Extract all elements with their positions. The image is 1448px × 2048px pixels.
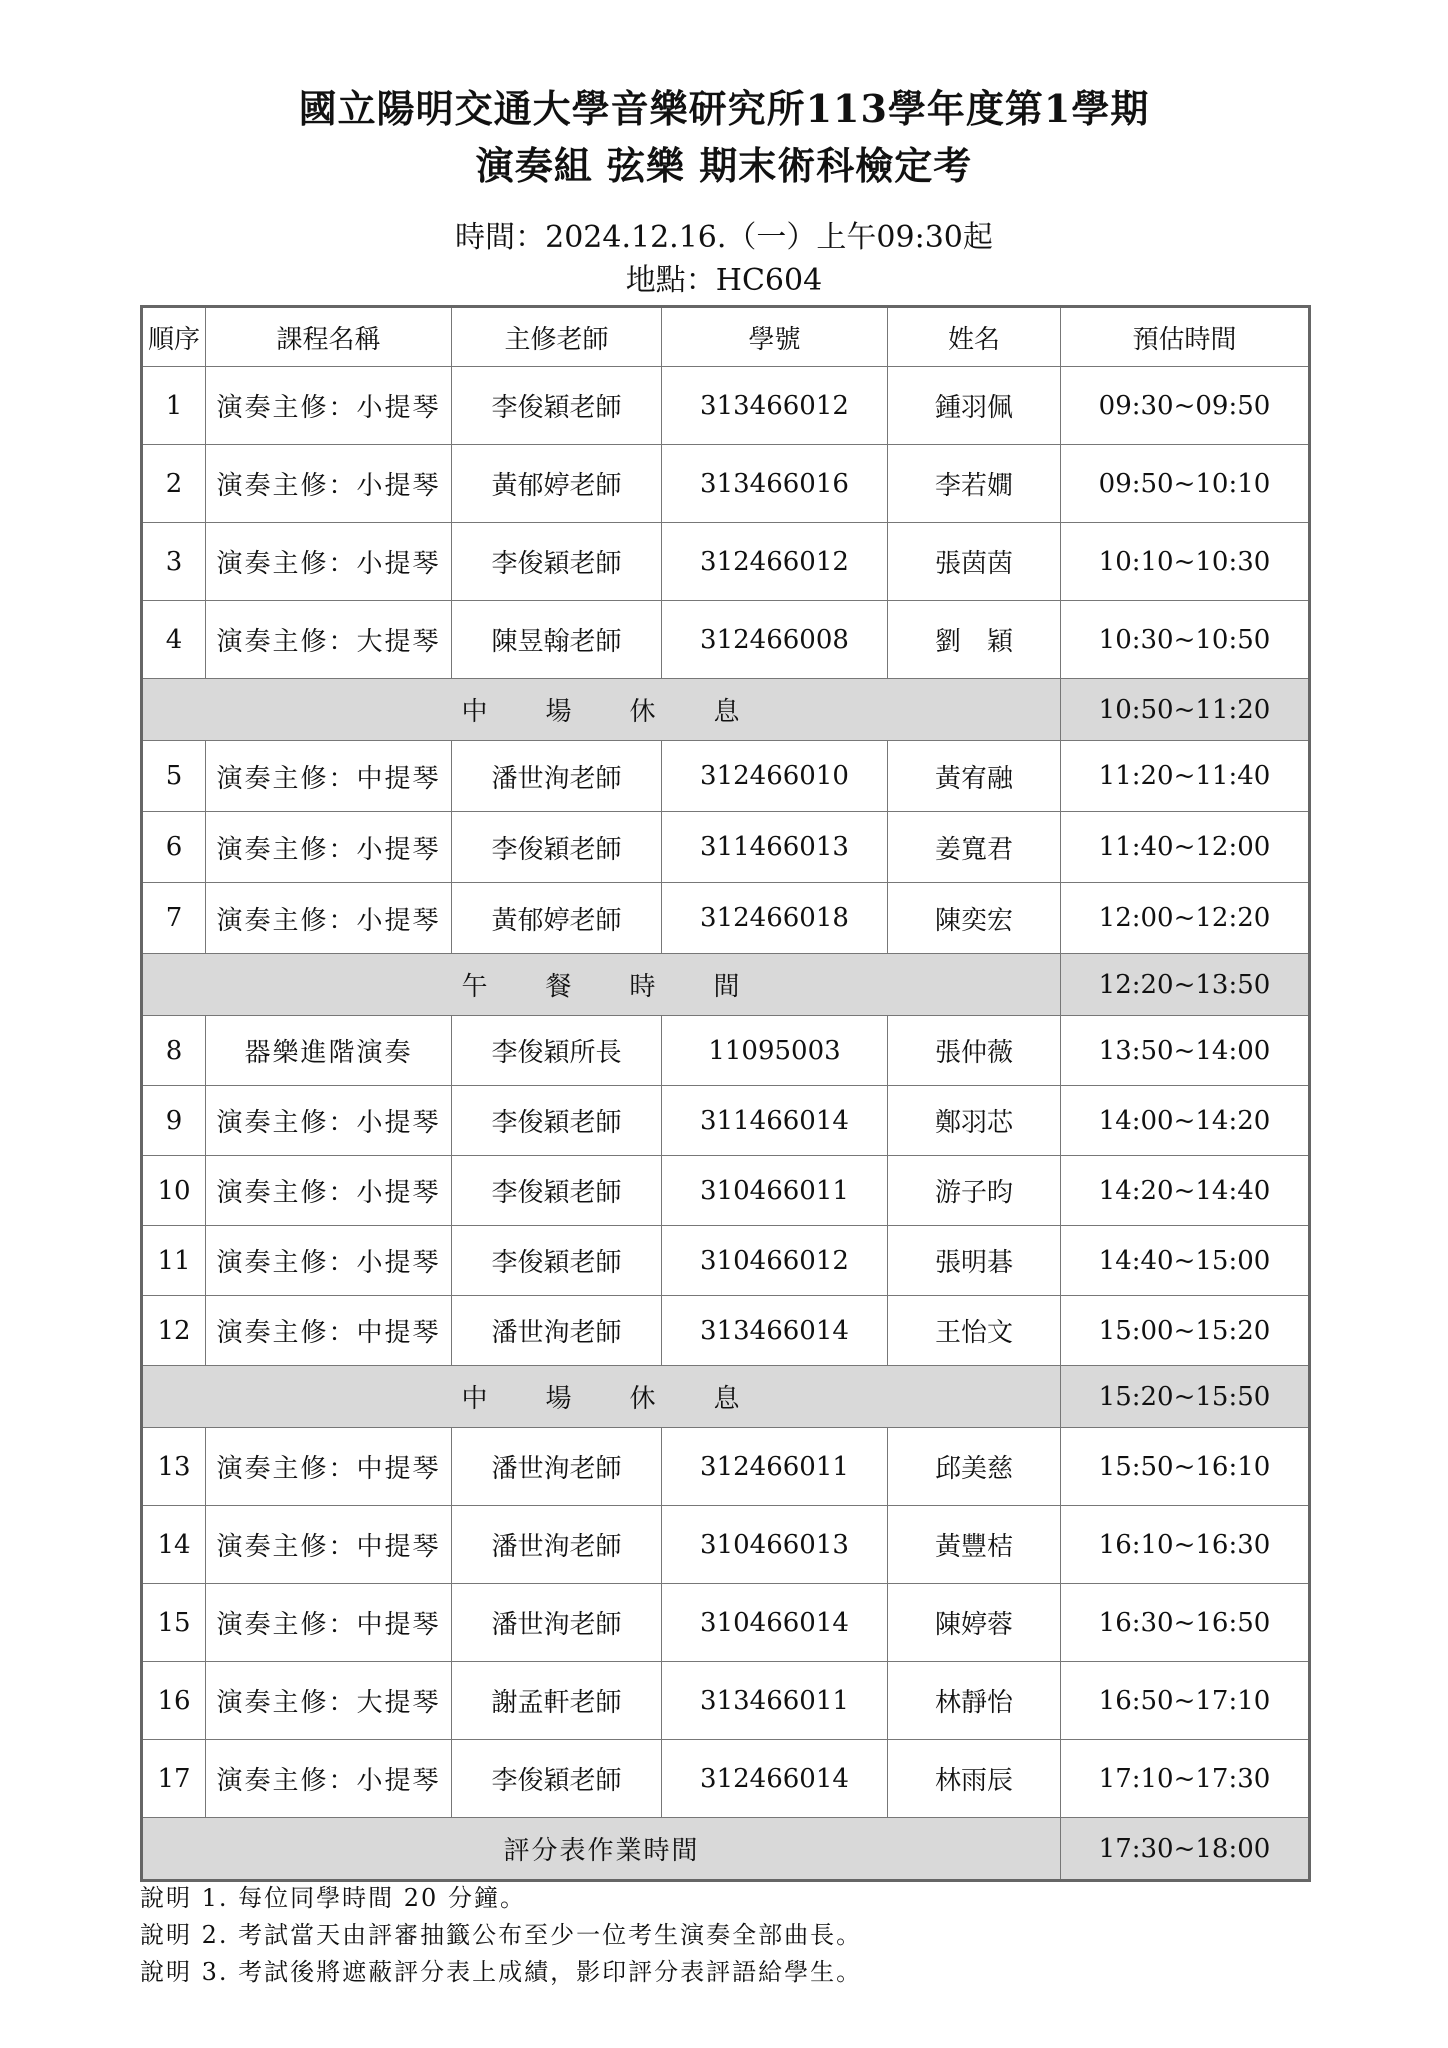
row-name: 黃宥融 [888,741,1061,812]
row-student-id: 312466008 [662,601,888,679]
break-row [142,1366,1310,1428]
table-row [142,1506,1310,1584]
row-time: 14:40~15:00 [1061,1226,1310,1296]
break-label: 中 場 休 息 [142,679,1061,741]
row-teacher: 李俊穎所長 [452,1016,662,1086]
exam-location: 地點：HC604 [625,263,823,298]
notes [140,1880,862,1991]
row-course: 演奏主修：中提琴 [206,1506,452,1584]
row-name: 張茵茵 [888,523,1061,601]
row-time: 10:10~10:30 [1061,523,1310,601]
row-student-id: 312466012 [662,523,888,601]
row-teacher: 潘世洵老師 [452,741,662,812]
row-teacher: 李俊穎老師 [452,523,662,601]
row-time: 16:10~16:30 [1061,1506,1310,1584]
row-order: 9 [142,1086,206,1156]
break-label: 午 餐 時 間 [142,954,1061,1016]
row-course: 演奏主修：小提琴 [206,1156,452,1226]
row-name: 邱美慈 [888,1428,1061,1506]
row-teacher: 潘世洵老師 [452,1506,662,1584]
col-header-order: 順序 [142,307,206,367]
table-row [142,1740,1310,1818]
row-order: 1 [142,367,206,445]
table-row [142,812,1310,883]
row-time: 15:00~15:20 [1061,1296,1310,1366]
note-2: 說明 2. 考試當天由評審抽籤公布至少一位考生演奏全部曲長。 [140,1921,863,1949]
row-name: 姜寬君 [888,812,1061,883]
table-row [142,1086,1310,1156]
row-student-id: 312466014 [662,1740,888,1818]
row-time: 09:30~09:50 [1061,367,1310,445]
row-student-id: 313466011 [662,1662,888,1740]
row-time: 14:20~14:40 [1061,1156,1310,1226]
row-order: 17 [142,1740,206,1818]
row-order: 4 [142,601,206,679]
row-student-id: 311466014 [662,1086,888,1156]
row-time: 16:30~16:50 [1061,1584,1310,1662]
row-time: 10:30~10:50 [1061,601,1310,679]
row-course: 演奏主修：小提琴 [206,1086,452,1156]
row-order: 16 [142,1662,206,1740]
break-label: 評分表作業時間 [142,1818,1061,1881]
row-name: 林雨辰 [888,1740,1061,1818]
row-time: 11:20~11:40 [1061,741,1310,812]
row-student-id: 310466013 [662,1506,888,1584]
table-row [142,1156,1310,1226]
row-name: 陳婷蓉 [888,1584,1061,1662]
row-course: 器樂進階演奏 [206,1016,452,1086]
col-header-student-id: 學號 [662,307,888,367]
row-course: 演奏主修：小提琴 [206,883,452,954]
table-row [142,741,1310,812]
row-time: 15:50~16:10 [1061,1428,1310,1506]
schedule-table [140,305,1311,1882]
break-row [142,1818,1310,1881]
row-teacher: 李俊穎老師 [452,1226,662,1296]
table-row [142,523,1310,601]
row-order: 8 [142,1016,206,1086]
row-name: 鄭羽芯 [888,1086,1061,1156]
break-time: 12:20~13:50 [1061,954,1310,1016]
col-header-time: 預估時間 [1061,307,1310,367]
row-student-id: 11095003 [662,1016,888,1086]
row-order: 7 [142,883,206,954]
row-student-id: 311466013 [662,812,888,883]
row-course: 演奏主修：中提琴 [206,741,452,812]
row-name: 王怡文 [888,1296,1061,1366]
table-row [142,367,1310,445]
table-row [142,1428,1310,1506]
row-student-id: 310466014 [662,1584,888,1662]
row-teacher: 潘世洵老師 [452,1584,662,1662]
table-row [142,1016,1310,1086]
row-teacher: 李俊穎老師 [452,812,662,883]
row-course: 演奏主修：小提琴 [206,445,452,523]
table-row [142,1226,1310,1296]
row-time: 14:00~14:20 [1061,1086,1310,1156]
row-course: 演奏主修：小提琴 [206,367,452,445]
row-course: 演奏主修：小提琴 [206,1740,452,1818]
row-teacher: 黃郁婷老師 [452,883,662,954]
row-student-id: 313466012 [662,367,888,445]
row-course: 演奏主修：小提琴 [206,523,452,601]
row-order: 10 [142,1156,206,1226]
row-order: 13 [142,1428,206,1506]
table-row [142,1662,1310,1740]
row-course: 演奏主修：大提琴 [206,601,452,679]
row-teacher: 謝孟軒老師 [452,1662,662,1740]
row-order: 3 [142,523,206,601]
row-time: 09:50~10:10 [1061,445,1310,523]
row-order: 2 [142,445,206,523]
row-student-id: 313466016 [662,445,888,523]
exam-time: 時間：2024.12.16.（一）上午09:30起 [455,220,993,255]
table-row [142,883,1310,954]
row-student-id: 310466011 [662,1156,888,1226]
break-row [142,954,1310,1016]
row-time: 11:40~12:00 [1061,812,1310,883]
row-course: 演奏主修：中提琴 [206,1584,452,1662]
row-name: 黃豐桔 [888,1506,1061,1584]
row-student-id: 312466010 [662,741,888,812]
row-name: 劉 穎 [888,601,1061,679]
row-teacher: 陳昱翰老師 [452,601,662,679]
row-time: 16:50~17:10 [1061,1662,1310,1740]
row-course: 演奏主修：小提琴 [206,812,452,883]
row-order: 11 [142,1226,206,1296]
note-3: 說明 3. 考試後將遮蔽評分表上成績，影印評分表評語給學生。 [140,1958,863,1986]
row-teacher: 李俊穎老師 [452,1156,662,1226]
col-header-name: 姓名 [888,307,1061,367]
table-row [142,1296,1310,1366]
break-time: 15:20~15:50 [1061,1366,1310,1428]
break-label: 中 場 休 息 [142,1366,1061,1428]
row-name: 陳奕宏 [888,883,1061,954]
row-order: 6 [142,812,206,883]
header-row [142,307,1310,367]
row-course: 演奏主修：大提琴 [206,1662,452,1740]
row-name: 張明碁 [888,1226,1061,1296]
row-order: 5 [142,741,206,812]
table-row [142,445,1310,523]
row-student-id: 312466018 [662,883,888,954]
row-order: 12 [142,1296,206,1366]
col-header-course: 課程名稱 [206,307,452,367]
row-name: 鍾羽佩 [888,367,1061,445]
row-order: 14 [142,1506,206,1584]
row-time: 13:50~14:00 [1061,1016,1310,1086]
row-student-id: 313466014 [662,1296,888,1366]
document-title-line1: 國立陽明交通大學音樂研究所113學年度第1學期 [298,86,1150,131]
note-1: 說明 1. 每位同學時間 20 分鐘。 [140,1884,526,1912]
row-course: 演奏主修：小提琴 [206,1226,452,1296]
row-teacher: 李俊穎老師 [452,1740,662,1818]
row-course: 演奏主修：中提琴 [206,1428,452,1506]
row-order: 15 [142,1584,206,1662]
break-row [142,679,1310,741]
row-name: 游子昀 [888,1156,1061,1226]
document-title-line2: 演奏組 弦樂 期末術科檢定考 [475,143,973,188]
table-row [142,601,1310,679]
table-row [142,1584,1310,1662]
row-student-id: 310466012 [662,1226,888,1296]
row-student-id: 312466011 [662,1428,888,1506]
row-teacher: 黃郁婷老師 [452,445,662,523]
break-time: 17:30~18:00 [1061,1818,1310,1881]
row-teacher: 潘世洵老師 [452,1296,662,1366]
row-time: 17:10~17:30 [1061,1740,1310,1818]
break-time: 10:50~11:20 [1061,679,1310,741]
row-name: 林靜怡 [888,1662,1061,1740]
row-name: 張仲薇 [888,1016,1061,1086]
row-name: 李若嫺 [888,445,1061,523]
row-teacher: 李俊穎老師 [452,1086,662,1156]
col-header-teacher: 主修老師 [452,307,662,367]
row-course: 演奏主修：中提琴 [206,1296,452,1366]
row-time: 12:00~12:20 [1061,883,1310,954]
row-teacher: 李俊穎老師 [452,367,662,445]
row-teacher: 潘世洵老師 [452,1428,662,1506]
